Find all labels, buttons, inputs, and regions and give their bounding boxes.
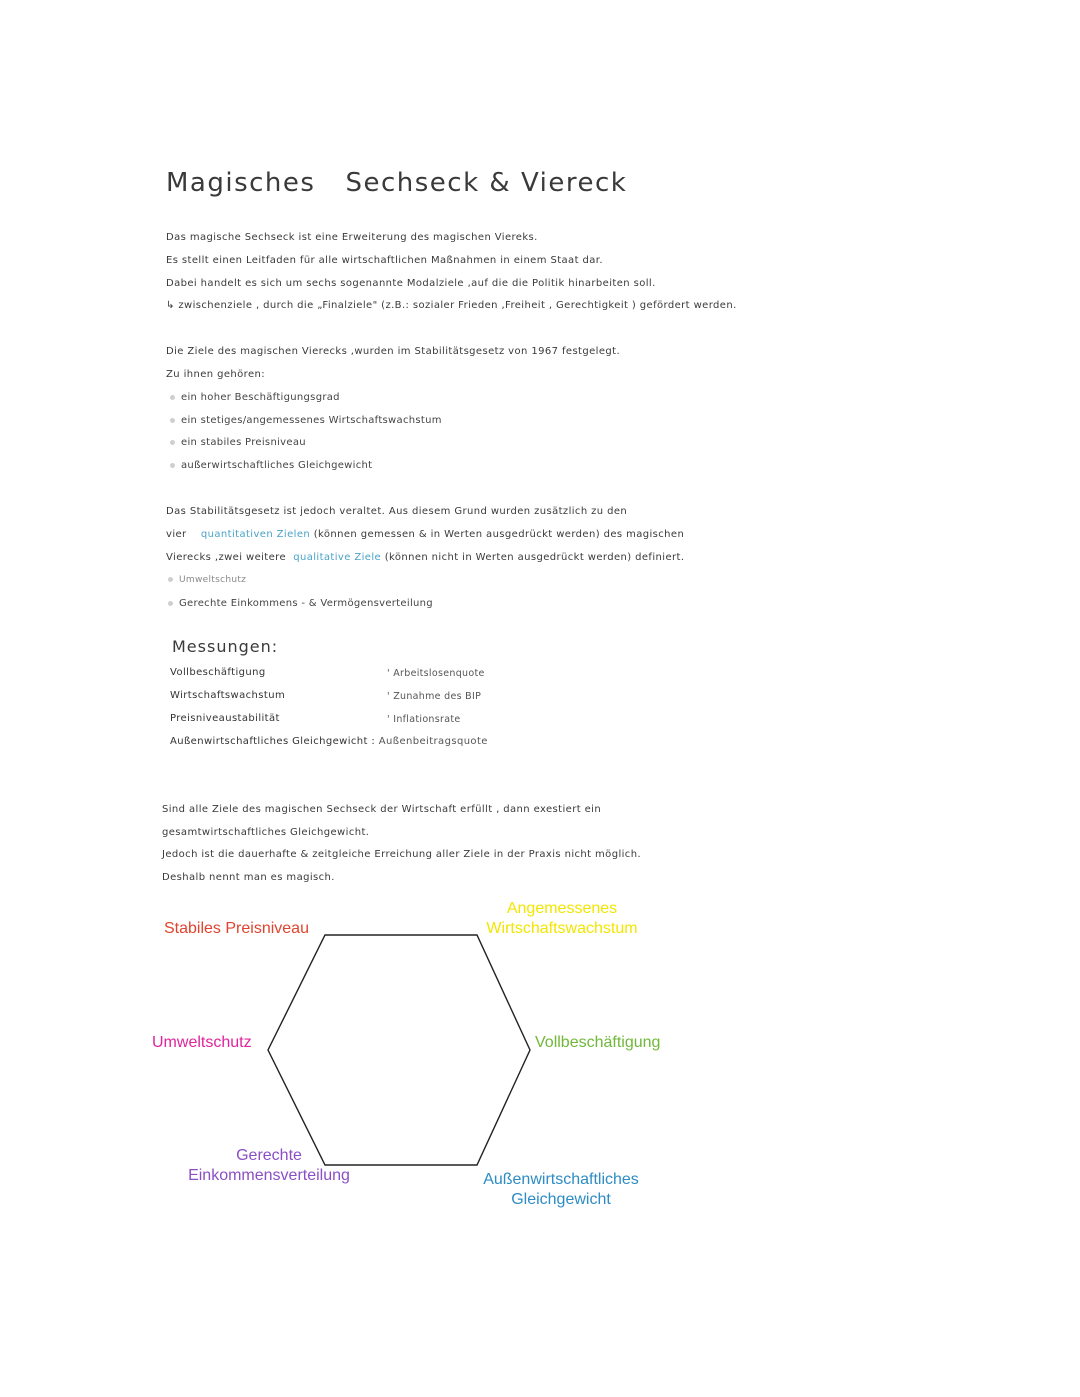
list-item: ein stabiles Preisniveau — [170, 437, 306, 448]
intro-line-1: Das magische Sechseck ist eine Erweiterung des magischen Viereks. — [166, 232, 538, 243]
label-stabiles-preisniveau: Stabiles Preisniveau — [164, 920, 309, 937]
conclusion-line-4: Deshalb nennt man es magisch. — [162, 872, 335, 883]
measure-value: ' Zunahme des BIP — [387, 691, 482, 702]
measure-label-last: Außenwirtschaftliches Gleichgewicht : Außenbeitragsquote — [170, 736, 488, 747]
viereck-line-1: Die Ziele des magischen Vierecks ,wurden im Stabilitätsgesetz von 1967 festgelegt. — [166, 346, 621, 357]
conclusion-line-3: Jedoch ist die dauerhafte & zeitgleiche Erreichung aller Ziele in der Praxis nicht möglich. — [162, 849, 642, 860]
label-vollbeschaeftigung: Vollbeschäftigung — [535, 1034, 661, 1051]
messungen-heading: Messungen: — [172, 637, 279, 656]
intro-line-4: ↳ zwischenziele , durch die „Finalziele" (z.B.: sozialer Frieden ,Freiheit , Gerechtigkeit ) gefördert werden. — [166, 300, 737, 311]
title-part-2: Sechseck & Viereck — [345, 168, 628, 198]
label-wachstum: Angemessenes Wirtschaftswachstum — [486, 900, 638, 937]
conclusion-line-2: gesamtwirtschaftliches Gleichgewicht. — [162, 827, 370, 838]
label-gerechte-einkommensverteilung: Gerechte Einkommensverteilung — [188, 1147, 350, 1184]
list-item: Gerechte Einkommens - & Vermögensverteilung — [168, 598, 433, 609]
measure-value: ' Arbeitslosenquote — [387, 668, 485, 679]
measure-value: ' Inflationsrate — [387, 714, 461, 725]
sechseck-line-2: vier quantitativen Zielen (können gemessen & in Werten ausgedrückt werden) des magischen — [166, 529, 685, 540]
label-aussenwirtschaftliches-gleichgewicht: Außenwirtschaftliches Gleichgewicht — [483, 1171, 639, 1208]
intro-line-3: Dabei handelt es sich um sechs sogenannte Modalziele ,auf die die Politik hinarbeiten soll. — [166, 278, 656, 289]
list-item: außerwirtschaftliches Gleichgewicht — [170, 460, 372, 471]
list-item: Umweltschutz — [168, 575, 246, 585]
list-item: ein hoher Beschäftigungsgrad — [170, 392, 340, 403]
hexagon-shape — [268, 935, 530, 1165]
conclusion-line-1: Sind alle Ziele des magischen Sechseck der Wirtschaft erfüllt , dann exestiert ein — [162, 804, 602, 815]
sechseck-line-3: Vierecks ,zwei weitere qualitative Ziele (können nicht in Werten ausgedrückt werden) definiert. — [166, 552, 685, 563]
title-part-1: Magisches — [166, 168, 316, 198]
qualitative-highlight: qualitative Ziele — [293, 552, 382, 563]
quantitative-highlight: quantitativen Zielen — [200, 529, 311, 540]
list-item: ein stetiges/angemessenes Wirtschaftswachstum — [170, 415, 442, 426]
measure-label: Wirtschaftswachstum — [170, 690, 286, 701]
label-umweltschutz: Umweltschutz — [152, 1034, 252, 1051]
sechseck-line-1: Das Stabilitätsgesetz ist jedoch veraltet. Aus diesem Grund wurden zusätzlich zu den — [166, 506, 628, 517]
intro-line-2: Es stellt einen Leitfaden für alle wirtschaftlichen Maßnahmen in einem Staat dar. — [166, 255, 603, 266]
viereck-line-2: Zu ihnen gehören: — [166, 369, 265, 380]
measure-label: Preisniveaustabilität — [170, 713, 280, 724]
measure-label: Vollbeschäftigung — [170, 667, 266, 678]
